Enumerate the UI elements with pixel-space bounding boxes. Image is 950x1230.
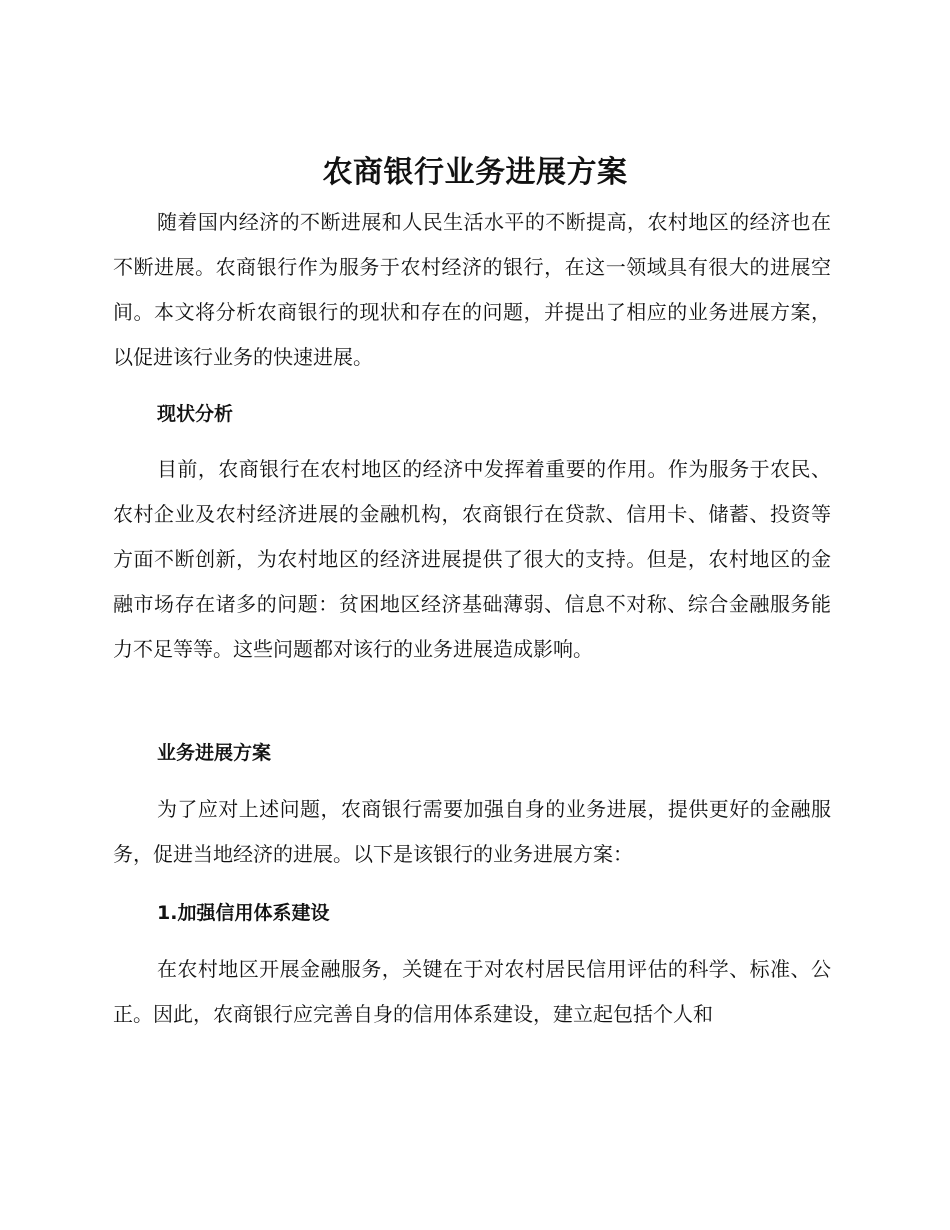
document-title: 农商银行业务进展方案 [322,155,628,190]
intro-paragraph: 随着国内经济的不断进展和人民生活水平的不断提高，农村地区的经济也在不断进展。农商银行作为服务于农村经济的银行，在这一领域具有很大的进展空间。本文将分析农商银行的现状和存在的问题，并提出了相应的业务进展方案，以促进该行业务的快速进展。 [113,210,831,369]
section-heading-status: 现状分析 [157,403,234,425]
section-heading-credit: 1.加强信用体系建设 [157,902,330,924]
section-heading-plan: 业务进展方案 [157,742,272,764]
status-paragraph: 目前，农商银行在农村地区的经济中发挥着重要的作用。作为服务于农民、农村企业及农村经济进展的金融机构，农商银行在贷款、信用卡、储蓄、投资等方面不断创新，为农村地区的经济进展提供了很大的支持。但是，农村地区的金融市场存在诸多的问题：贫困地区经济基础薄弱、信息不对称、综合金融服务能力不足等等。这些问题都对该行的业务进展造成影响。 [113,457,831,661]
credit-paragraph: 在农村地区开展金融服务，关键在于对农村居民信用评估的科学、标准、公正。因此，农商银行应完善自身的信用体系建设，建立起包括个人和 [113,957,831,1026]
plan-paragraph: 为了应对上述问题，农商银行需要加强自身的业务进展，提供更好的金融服务，促进当地经济的进展。以下是该银行的业务进展方案： [113,797,831,866]
